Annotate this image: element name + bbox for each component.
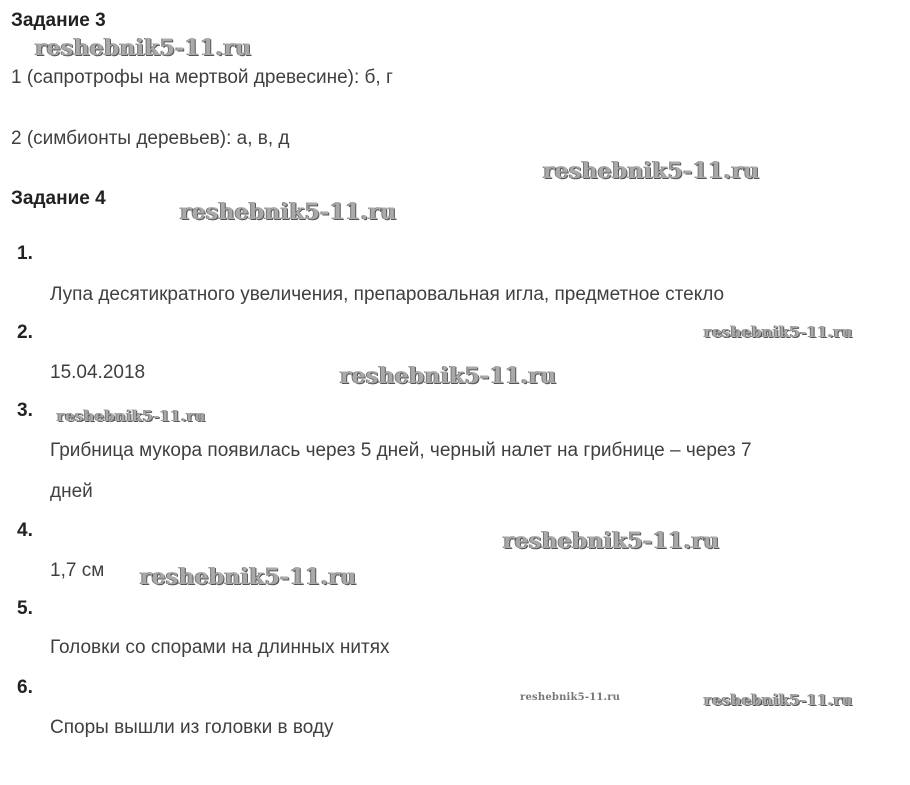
watermark-4: reshebnik5-11.ru	[704, 323, 853, 341]
item-2-number: 2.	[17, 322, 33, 343]
item-3-text-cont: дней	[50, 481, 93, 502]
item-6-text: Споры вышли из головки в воду	[50, 717, 334, 738]
watermark-10: reshebnik5-11.ru	[704, 691, 853, 709]
item-3-number: 3.	[17, 400, 33, 421]
watermark-8: reshebnik5-11.ru	[140, 564, 357, 590]
item-5-number: 5.	[17, 598, 33, 619]
task4-heading: Задание 4	[11, 188, 106, 209]
item-4-text: 1,7 см	[50, 560, 105, 581]
task3-heading: Задание 3	[11, 10, 106, 31]
item-3-text: Грибница мукора появилась через 5 дней, черный налет на грибнице – через 7	[50, 440, 752, 461]
watermark-6: reshebnik5-11.ru	[57, 407, 206, 425]
watermark-2: reshebnik5-11.ru	[543, 158, 760, 184]
item-6-number: 6.	[17, 677, 33, 698]
task3-line-1: 1 (сапротрофы на мертвой древесине): б, г	[11, 67, 393, 88]
watermark-3: reshebnik5-11.ru	[180, 199, 397, 225]
item-5-text: Головки со спорами на длинных нитях	[50, 637, 390, 658]
watermark-9: reshebnik5-11.ru	[520, 692, 621, 703]
item-4-number: 4.	[17, 520, 33, 541]
task3-line-2: 2 (симбионты деревьев): а, в, д	[11, 128, 290, 149]
watermark-7: reshebnik5-11.ru	[503, 528, 720, 554]
item-1-number: 1.	[17, 243, 33, 264]
watermark-5: reshebnik5-11.ru	[340, 363, 557, 389]
watermark-1: reshebnik5-11.ru	[35, 35, 252, 61]
item-1-text: Лупа десятикратного увеличения, препаровальная игла, предметное стекло	[50, 284, 725, 305]
item-2-text: 15.04.2018	[50, 362, 146, 383]
